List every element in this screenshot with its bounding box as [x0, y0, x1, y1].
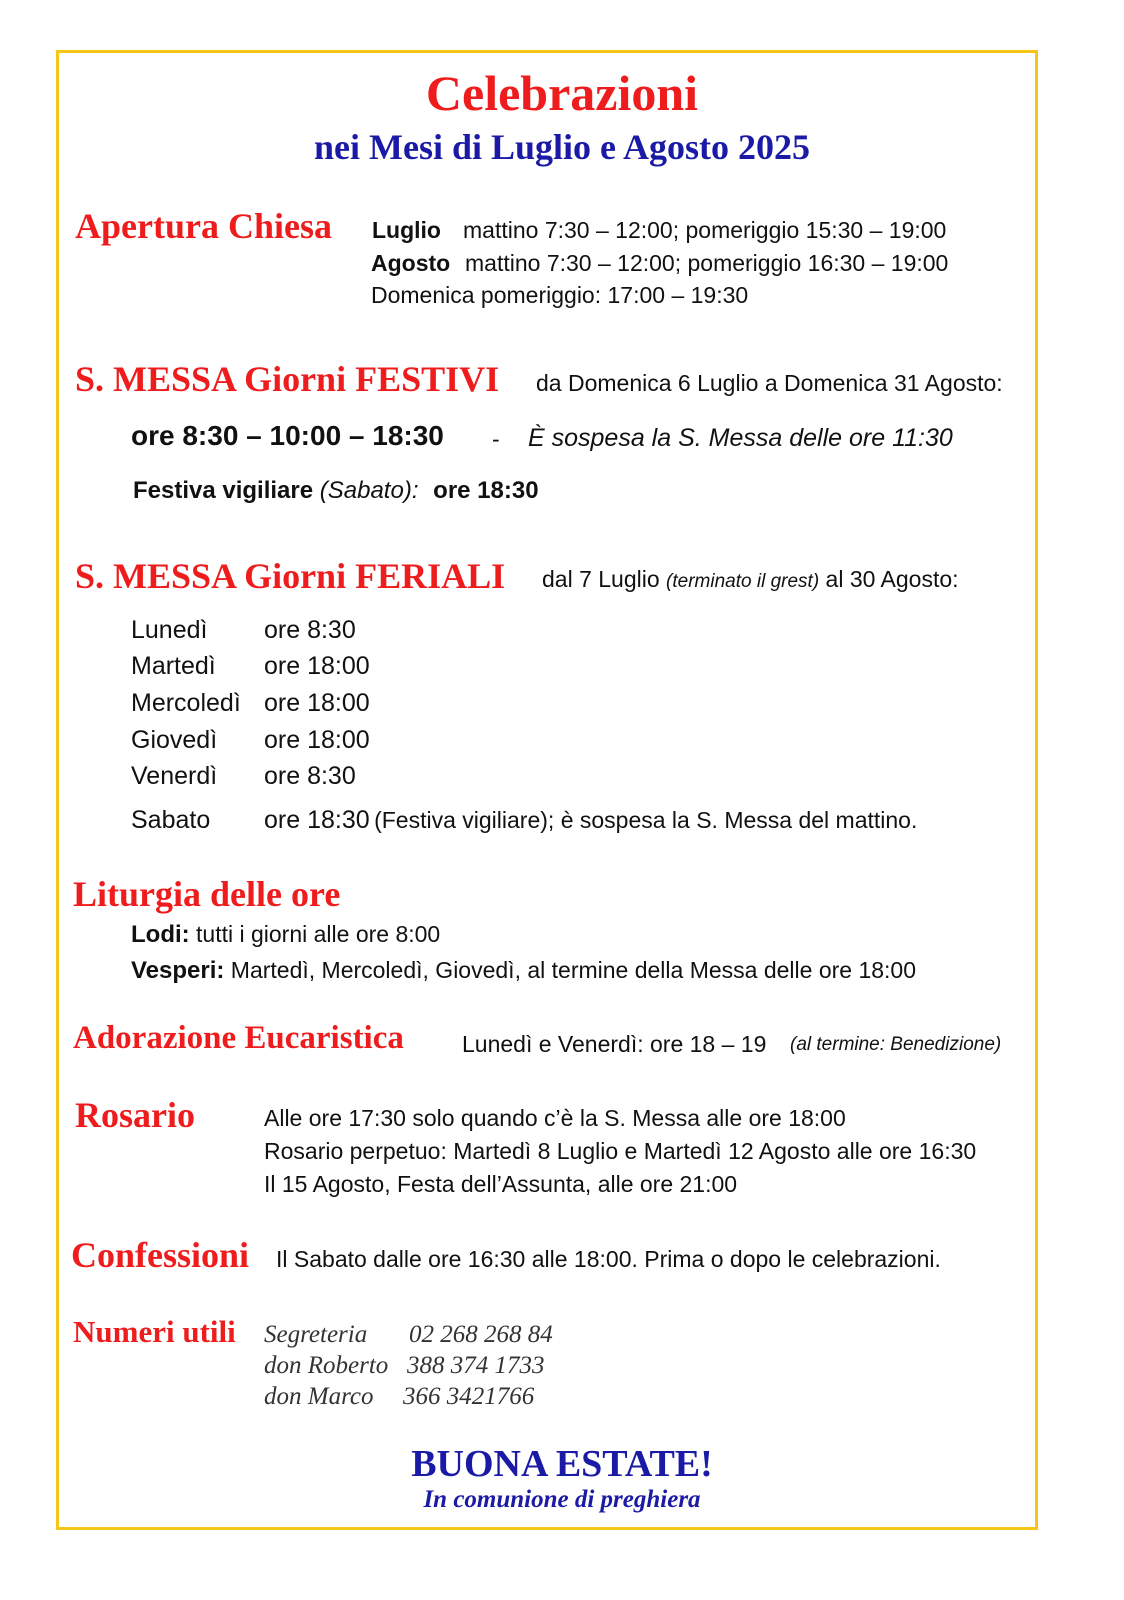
apertura-luglio-text: mattino 7:30 – 12:00; pomeriggio 15:30 – 19:00	[463, 217, 947, 243]
feriali-heading: S. MESSA Giorni FERIALI	[75, 556, 506, 596]
footer-sign: In comunione di preghiera	[423, 1486, 701, 1513]
feriali-time: ore 8:30	[264, 616, 356, 644]
feriali-range-a: dal 7 Luglio	[542, 566, 660, 592]
lodi-text: tutti i giorni alle ore 8:00	[196, 921, 441, 947]
feriali-range-note: (terminato il grest)	[666, 571, 820, 592]
vigiliare-time: ore 18:30	[433, 477, 539, 504]
numeri-heading: Numeri utili	[73, 1314, 236, 1349]
apertura-domenica-text: Domenica pomeriggio: 17:00 – 19:30	[371, 282, 749, 308]
feriali-time: ore 18:30	[264, 806, 370, 834]
feriali-time: ore 18:00	[264, 652, 370, 680]
festivi-heading: S. MESSA Giorni FESTIVI	[75, 359, 500, 399]
adorazione-heading: Adorazione Eucaristica	[73, 1020, 404, 1056]
rosario-line: Il 15 Agosto, Festa dell’Assunta, alle ore 21:00	[264, 1171, 738, 1197]
festivi-vigiliare	[133, 477, 539, 505]
contact-name: don Roberto	[264, 1352, 389, 1379]
apertura-agosto-text: mattino 7:30 – 12:00; pomeriggio 16:30 – 19:00	[465, 250, 949, 276]
feriali-time: ore 18:00	[264, 689, 370, 717]
confessioni-heading: Confessioni	[71, 1235, 250, 1275]
page-subtitle: nei Mesi di Luglio e Agosto 2025	[313, 127, 811, 167]
adorazione-text: Lunedì e Venerdì: ore 18 – 19	[462, 1031, 767, 1057]
feriali-day: Venerdì	[131, 762, 218, 790]
feriali-time: ore 18:00	[264, 726, 370, 754]
rosario-line: Alle ore 17:30 solo quando c’è la S. Messa alle ore 18:00	[264, 1105, 846, 1131]
adorazione-note: (al termine: Benedizione)	[790, 1034, 1002, 1055]
vigiliare-paren: (Sabato):	[319, 477, 419, 504]
vigiliare-label: Festiva vigiliare	[133, 477, 314, 504]
rosario-line: Rosario perpetuo: Martedì 8 Luglio e Martedì 12 Agosto alle ore 16:30	[264, 1138, 977, 1164]
apertura-luglio-label: Luglio	[372, 217, 441, 243]
festivi-range: da Domenica 6 Luglio a Domenica 31 Agosto:	[536, 370, 1003, 396]
lodi-label: Lodi:	[131, 921, 190, 948]
feriali-range	[542, 566, 959, 593]
apertura-heading: Apertura Chiesa	[75, 206, 332, 246]
contact-name: Segreteria	[264, 1321, 368, 1348]
liturgia-vesperi	[131, 957, 916, 985]
feriali-time: ore 8:30	[264, 762, 356, 790]
contact-name: don Marco	[264, 1383, 374, 1410]
contact-number: 388 374 1733	[407, 1352, 545, 1379]
page-title: Celebrazioni	[425, 65, 699, 121]
feriali-day: Giovedì	[131, 726, 218, 754]
contact-number: 366 3421766	[403, 1383, 535, 1410]
festivi-orari: ore 8:30 – 10:00 – 18:30	[131, 420, 444, 451]
feriali-sabato	[264, 806, 917, 835]
liturgia-lodi	[131, 921, 440, 949]
liturgia-heading: Liturgia delle ore	[73, 874, 341, 914]
rosario-heading: Rosario	[75, 1095, 195, 1135]
feriali-day: Martedì	[131, 652, 216, 680]
confessioni-text: Il Sabato dalle ore 16:30 alle 18:00. Prima o dopo le celebrazioni.	[276, 1246, 941, 1272]
festivi-dash: -	[492, 426, 500, 452]
festivi-note: È sospesa la S. Messa delle ore 11:30	[528, 424, 953, 452]
feriali-day: Lunedì	[131, 616, 208, 644]
footer-greeting: BUONA ESTATE!	[411, 1443, 713, 1485]
contact-number: 02 268 268 84	[409, 1321, 553, 1348]
apertura-agosto-label: Agosto	[371, 250, 451, 276]
feriali-day: Sabato	[131, 806, 211, 834]
feriali-range-b: al 30 Agosto:	[825, 566, 959, 592]
vesperi-text: Martedì, Mercoledì, Giovedì, al termine della Messa delle ore 18:00	[230, 957, 917, 983]
feriali-day: Mercoledì	[131, 689, 241, 717]
vesperi-label: Vesperi:	[131, 957, 225, 984]
feriali-sabato-note: (Festiva vigiliare); è sospesa la S. Messa del mattino.	[374, 807, 918, 833]
